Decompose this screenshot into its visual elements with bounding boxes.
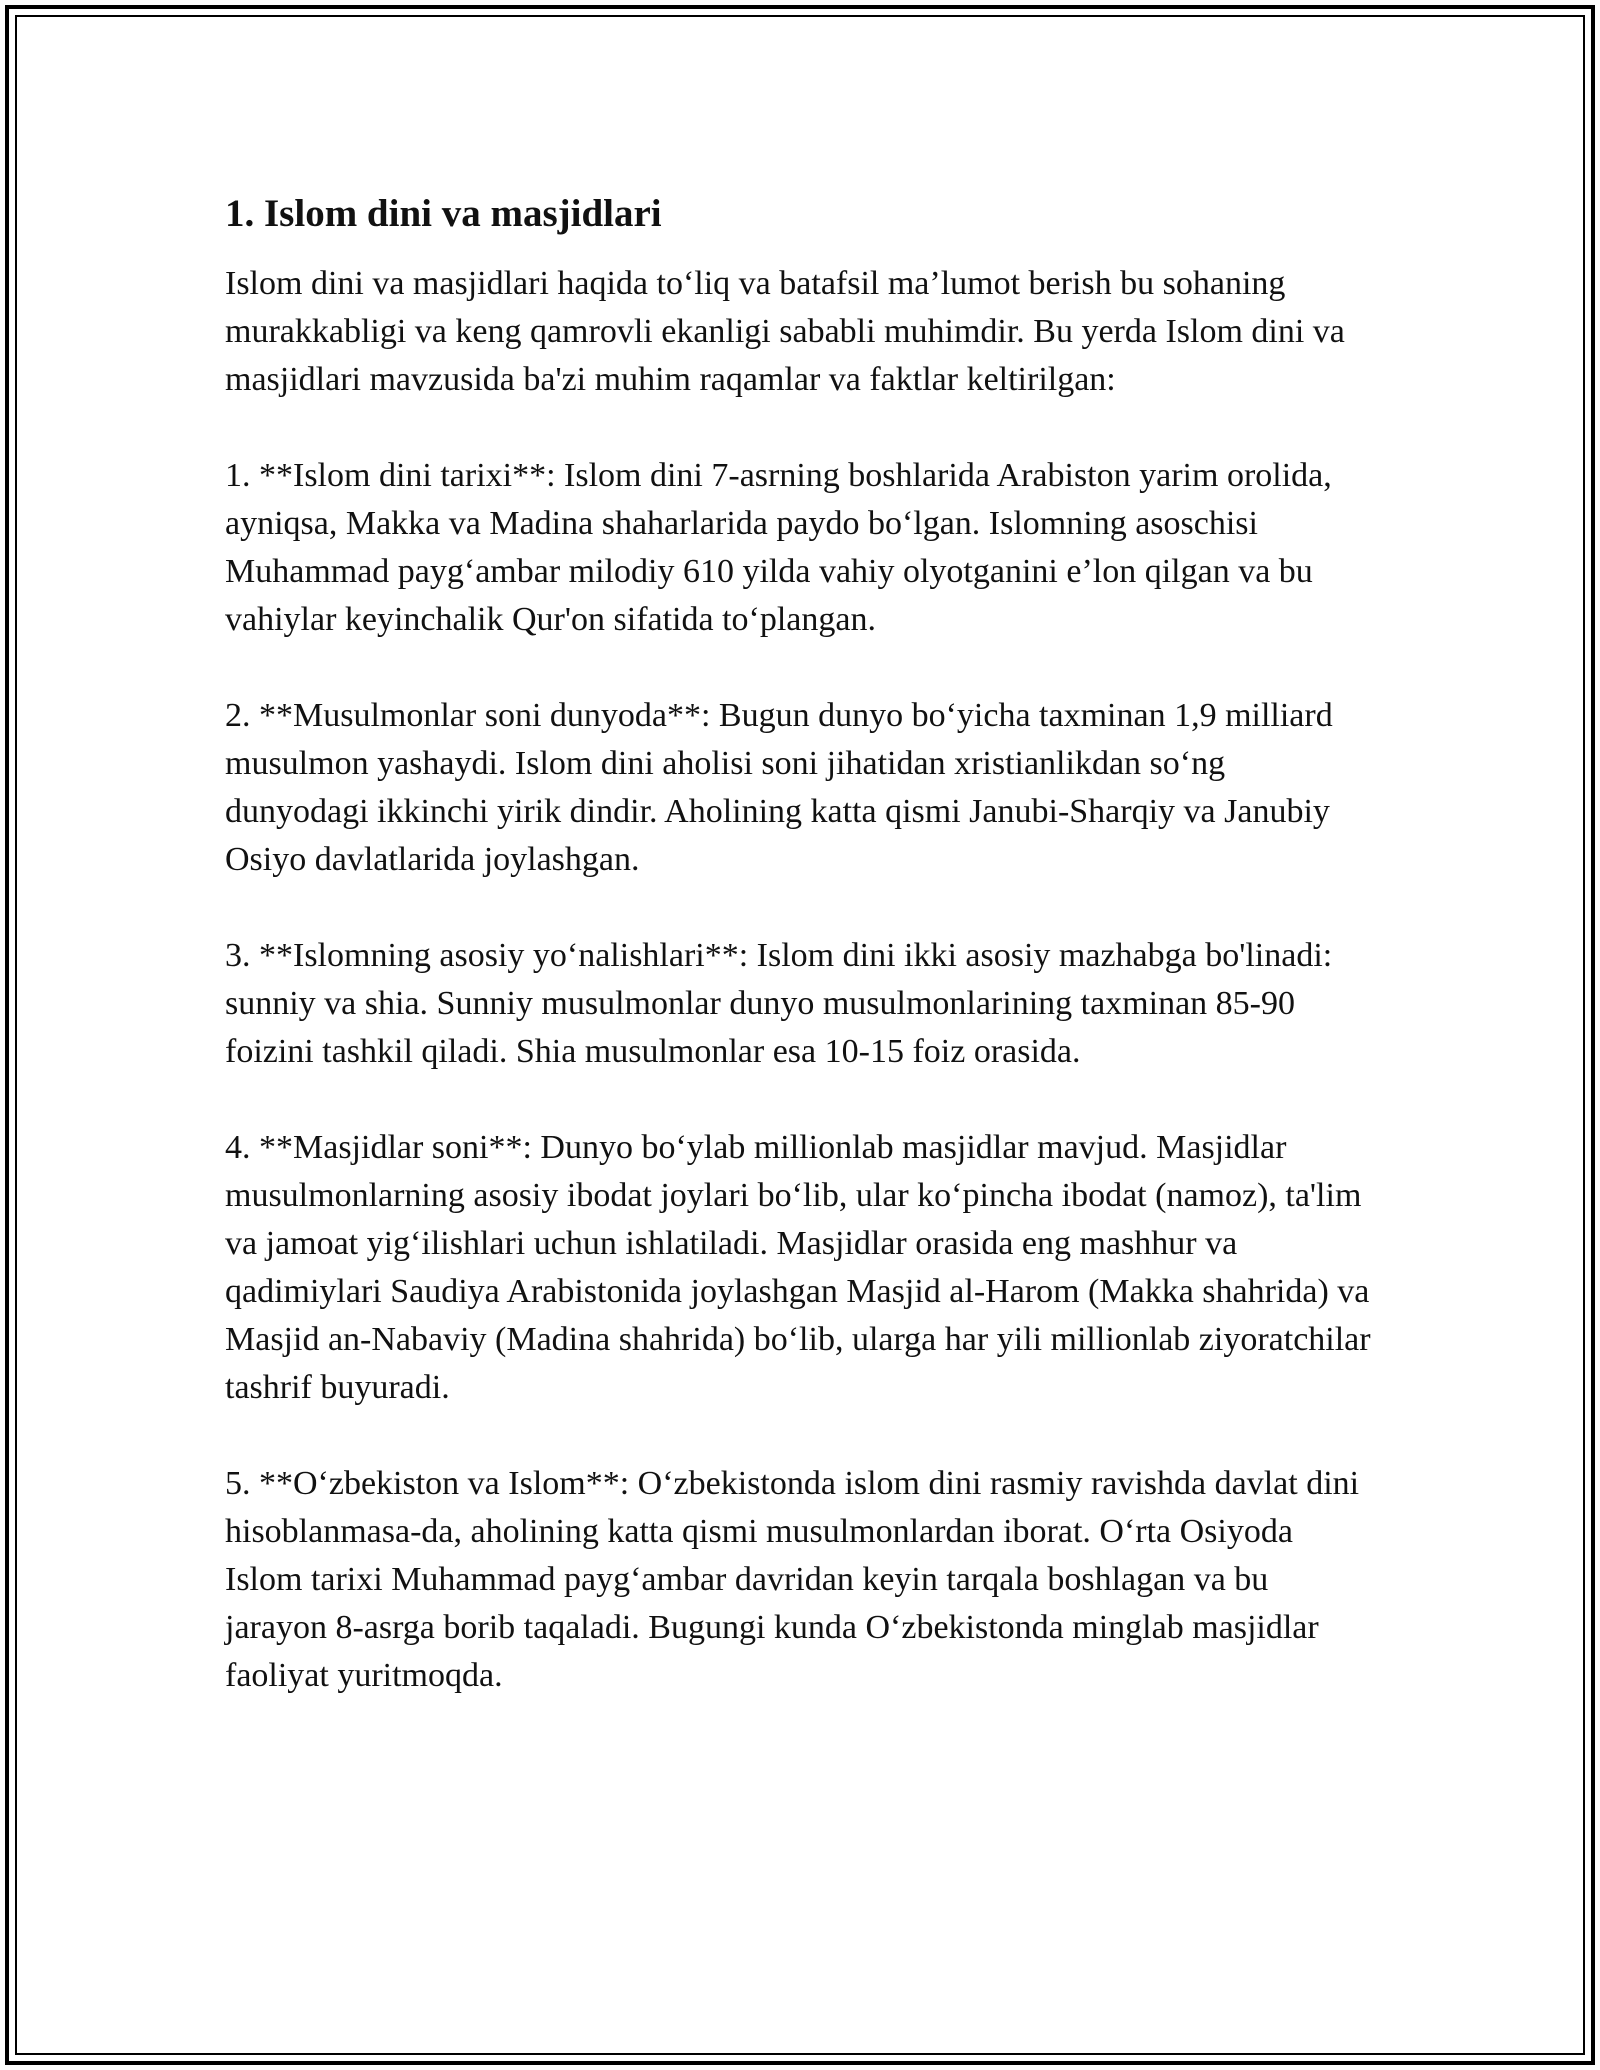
- paragraph-uzbekistan-islam: 5. **O‘zbekiston va Islom**: O‘zbekistonda islom dini rasmiy ravishda davlat dini hisoblanmasa-da, aholining katta qismi musulmonlardan iborat. O‘rta Osiyoda Islom tarixi Muhammad payg‘ambar davridan keyin tarqala boshlagan va bu jarayon 8-asrga borib taqaladi. Bugungi kunda O‘zbekistonda minglab masjidlar faoliyat yuritmoqda.: [225, 1465, 1360, 1694]
- paragraph-islam-branches: 3. **Islomning asosiy yo‘nalishlari**: Islom dini ikki asosiy mazhabga bo'linadi: sunniy va shia. Sunniy musulmonlar dunyo musulmonlarining taxminan 85-90 foizini tashkil qiladi. Shia musulmonlar esa 10-15 foiz orasida.: [225, 937, 1333, 1070]
- document-body: [225, 188, 1375, 1748]
- paragraph-islam-history: 1. **Islom dini tarixi**: Islom dini 7-asrning boshlarida Arabiston yarim orolida, ayniqsa, Makka va Madina shaharlarida paydo bo‘lgan. Islomning asoschisi Muhammad payg‘ambar milodiy 610 yilda vahiy olyotganini e’lon qilgan va bu vahiylar keyinchalik Qur'on sifatida to‘plangan.: [225, 457, 1332, 638]
- paragraph-mosques-count: 4. **Masjidlar soni**: Dunyo bo‘ylab millionlab masjidlar mavjud. Masjidlar musulmonlarning asosiy ibodat joylari bo‘lib, ular ko‘pincha ibodat (namoz), ta'lim va jamoat yig‘ilishlari uchun ishlatiladi. Masjidlar orasida eng mashhur va qadimiylari Saudiya Arabistonida joylashgan Masjid al-Harom (Makka shahrida) va Masjid an-Nabaviy (Madina shahrida) bo‘lib, ularga har yili millionlab ziyoratchilar tashrif buyuradi.: [225, 1129, 1371, 1406]
- paragraph-muslim-population: 2. **Musulmonlar soni dunyoda**: Bugun dunyo bo‘yicha taxminan 1,9 milliard musulmon yashaydi. Islom dini aholisi soni jihatidan xristianlikdan so‘ng dunyodagi ikkinchi yirik dindir. Aholining katta qismi Janubi-Sharqiy va Janubiy Osiyo davlatlarida joylashgan.: [225, 697, 1333, 878]
- document-title: 1. Islom dini va masjidlari: [225, 192, 662, 235]
- intro-paragraph: Islom dini va masjidlari haqida to‘liq va batafsil ma’lumot berish bu sohaning murakkabligi va keng qamrovli ekanligi sababli muhimdir. Bu yerda Islom dini va masjidlari mavzusida ba'zi muhim raqamlar va faktlar keltirilgan:: [225, 265, 1345, 398]
